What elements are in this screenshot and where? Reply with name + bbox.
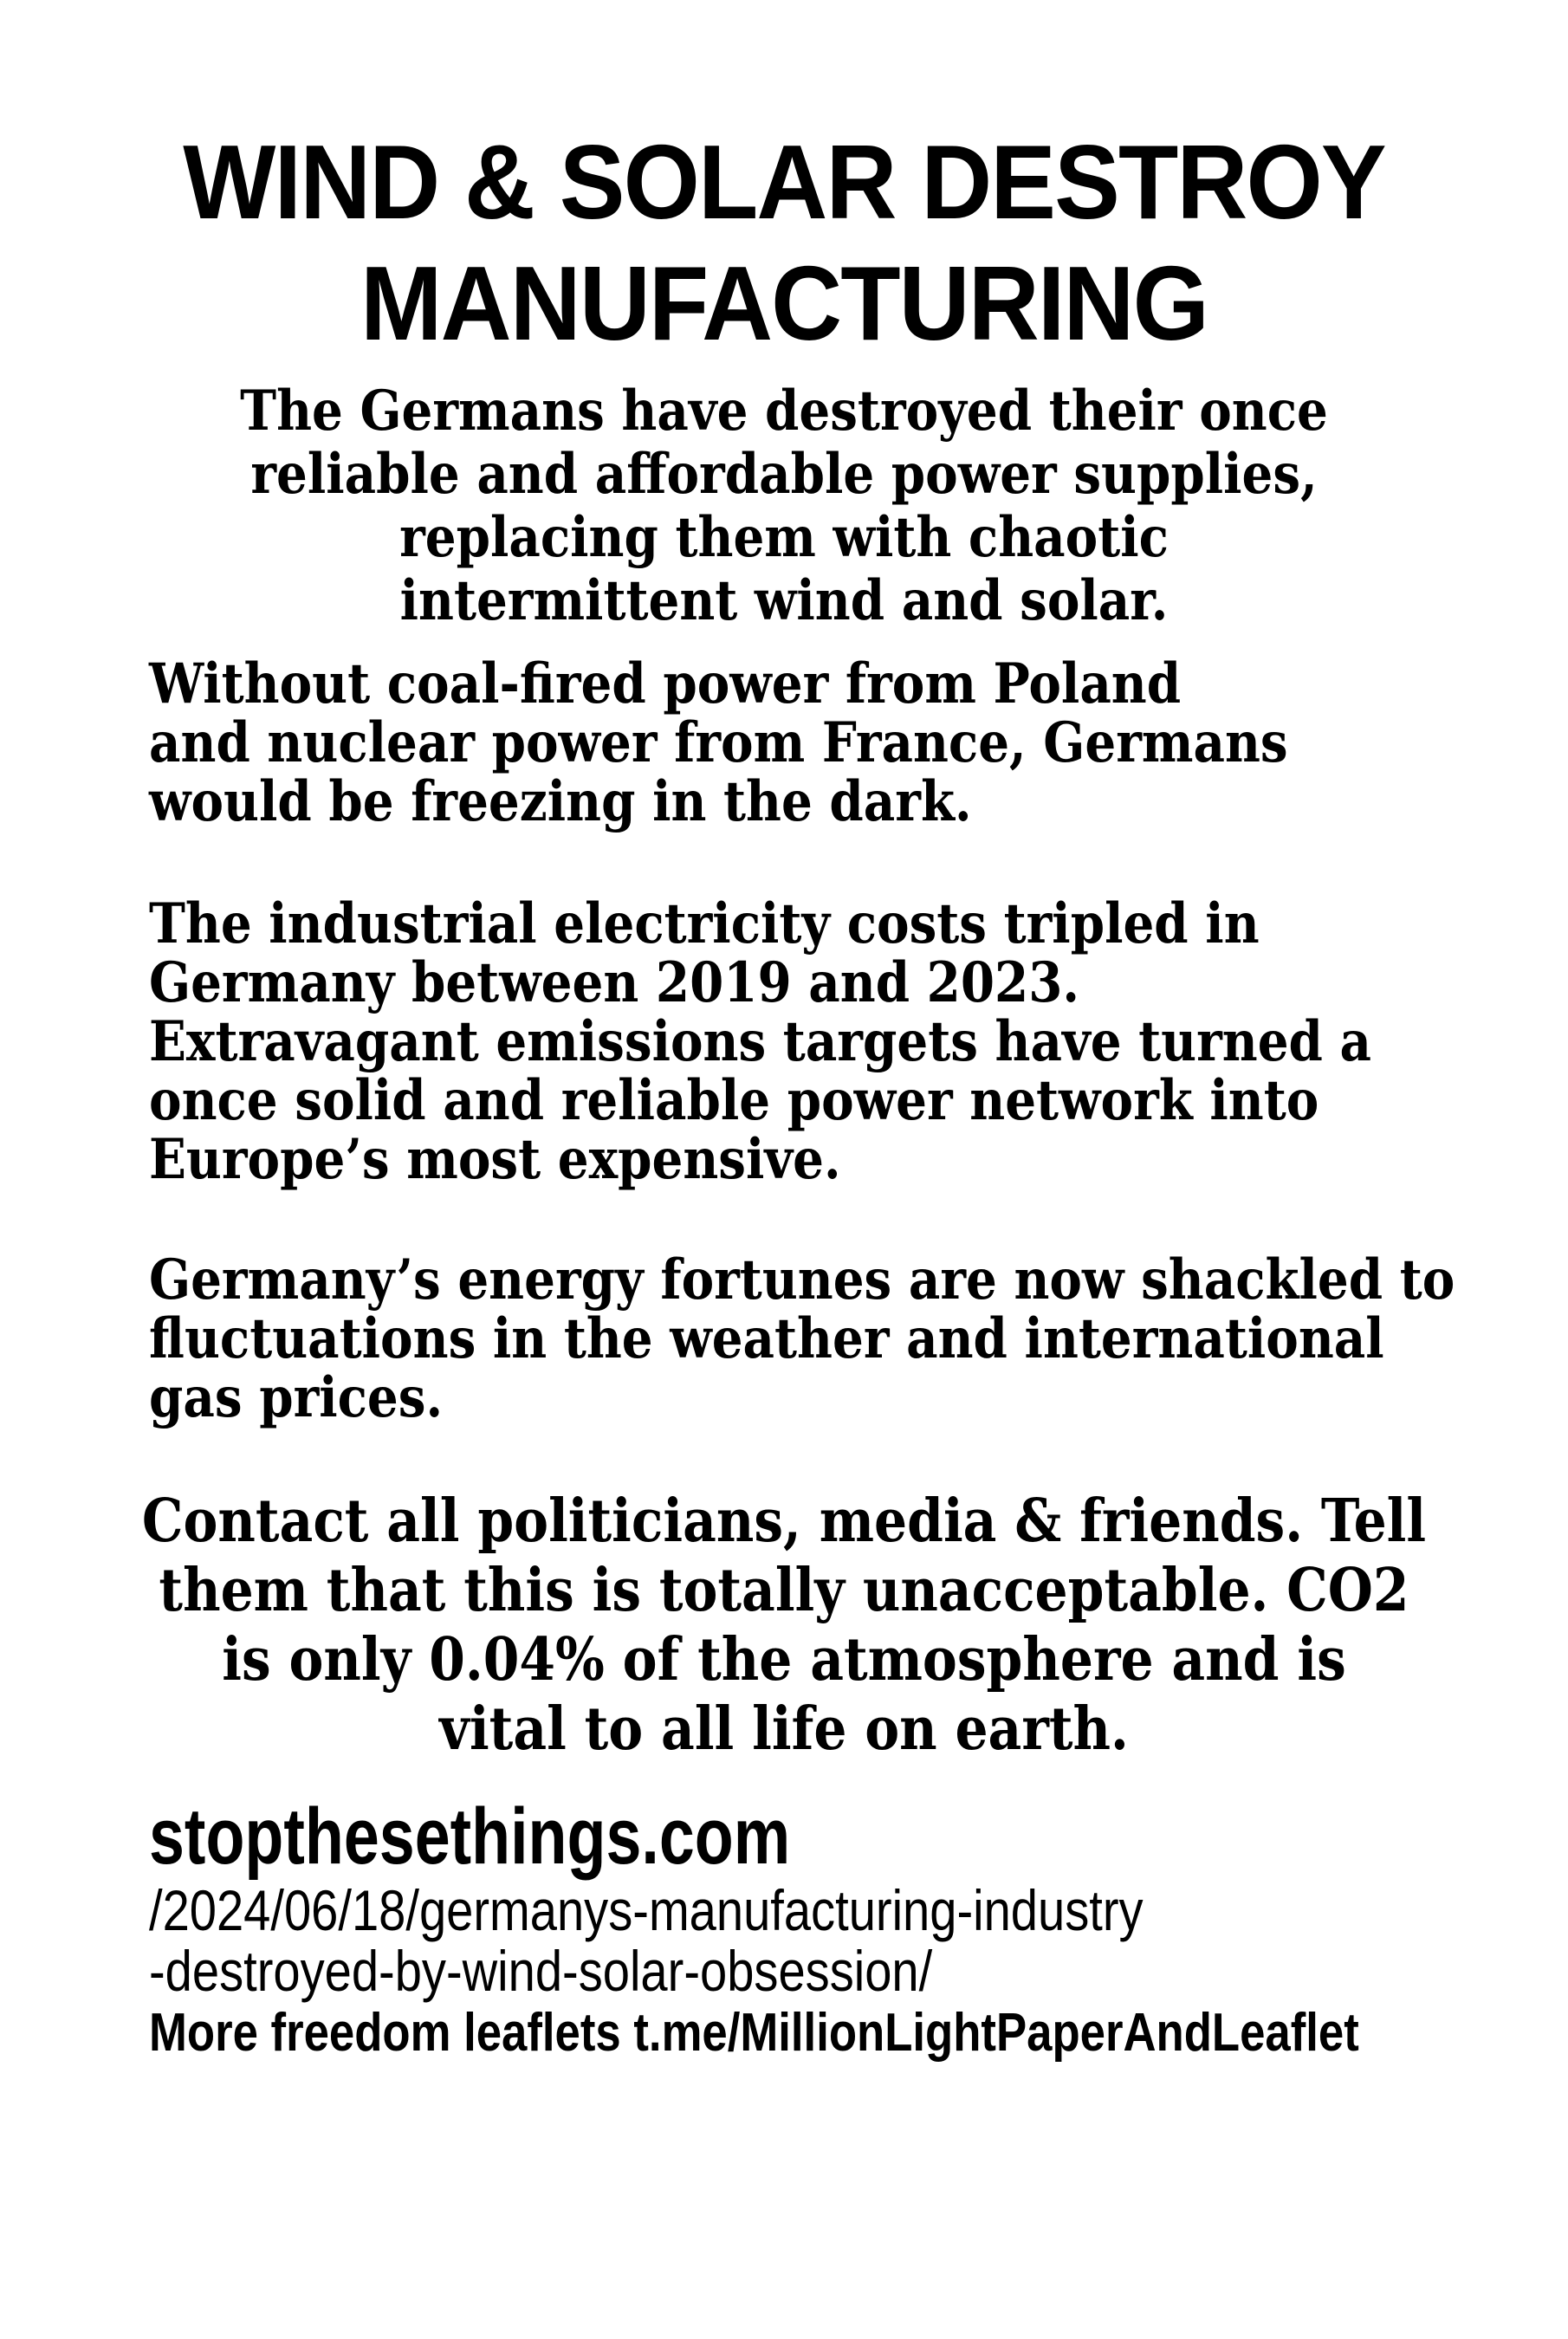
leaflet-page (0, 121, 1568, 2339)
paragraph-costs-line-2: Germany between 2019 and 2023. (149, 950, 1080, 1015)
paragraph-imports (149, 651, 1568, 834)
title-line-1: WIND & SOLAR DESTROY (183, 123, 1385, 241)
paragraph-costs-line-5: Europe’s most expensive. (149, 1127, 841, 1192)
leaflet-title (0, 121, 1568, 364)
site-name-text: stopthesethings.com (149, 1792, 791, 1881)
paragraph-cta-line-2: them that this is totally unacceptable. CO2 (159, 1556, 1409, 1625)
article-url-line-1: /2024/06/18/germanys-manufacturing-industry (149, 1878, 1144, 1942)
paragraph-imports-line-3: would be freezing in the dark. (149, 769, 972, 834)
paragraph-cta-line-3: is only 0.04% of the atmosphere and is (222, 1625, 1346, 1694)
paragraph-weather-line-2: fluctuations in the weather and international (149, 1306, 1384, 1371)
paragraph-weather-line-3: gas prices. (149, 1365, 444, 1430)
paragraph-costs-line-4: once solid and reliable power network into (149, 1068, 1319, 1133)
title-line-2: MANUFACTURING (360, 244, 1208, 362)
paragraph-costs-line-1: The industrial electricity costs tripled in (149, 891, 1260, 956)
paragraph-intro (0, 379, 1568, 632)
footer-more-leaflets (149, 2001, 1568, 2065)
article-url-line-2: -destroyed-by-wind-solar-obsession/ (149, 1939, 933, 2003)
paragraph-intro-line-2: reliable and affordable power supplies, (250, 442, 1318, 507)
paragraph-weather (149, 1247, 1568, 1430)
more-leaflets-text: More freedom leaflets t.me/MillionLightPaperAndLeaflet (149, 2003, 1359, 2063)
footer-article-url (149, 1880, 1568, 2001)
paragraph-weather-line-1: Germany’s energy fortunes are now shackled to (149, 1247, 1455, 1312)
paragraph-intro-line-1: The Germans have destroyed their once (240, 379, 1328, 444)
paragraph-costs-line-3: Extravagant emissions targets have turned a (149, 1009, 1372, 1074)
paragraph-costs (149, 891, 1568, 1192)
paragraph-intro-line-4: intermittent wind and solar. (399, 568, 1169, 633)
paragraph-imports-line-2: and nuclear power from France, Germans (149, 710, 1288, 775)
paragraph-cta-line-4: vital to all life on earth. (439, 1694, 1129, 1764)
footer-site-name (149, 1793, 1568, 1880)
paragraph-intro-line-3: replacing them with chaotic (399, 505, 1169, 570)
paragraph-cta-line-1: Contact all politicians, media & friends. Tell (141, 1487, 1427, 1556)
paragraph-call-to-action (0, 1487, 1568, 1764)
paragraph-imports-line-1: Without coal-fired power from Poland (149, 651, 1182, 716)
